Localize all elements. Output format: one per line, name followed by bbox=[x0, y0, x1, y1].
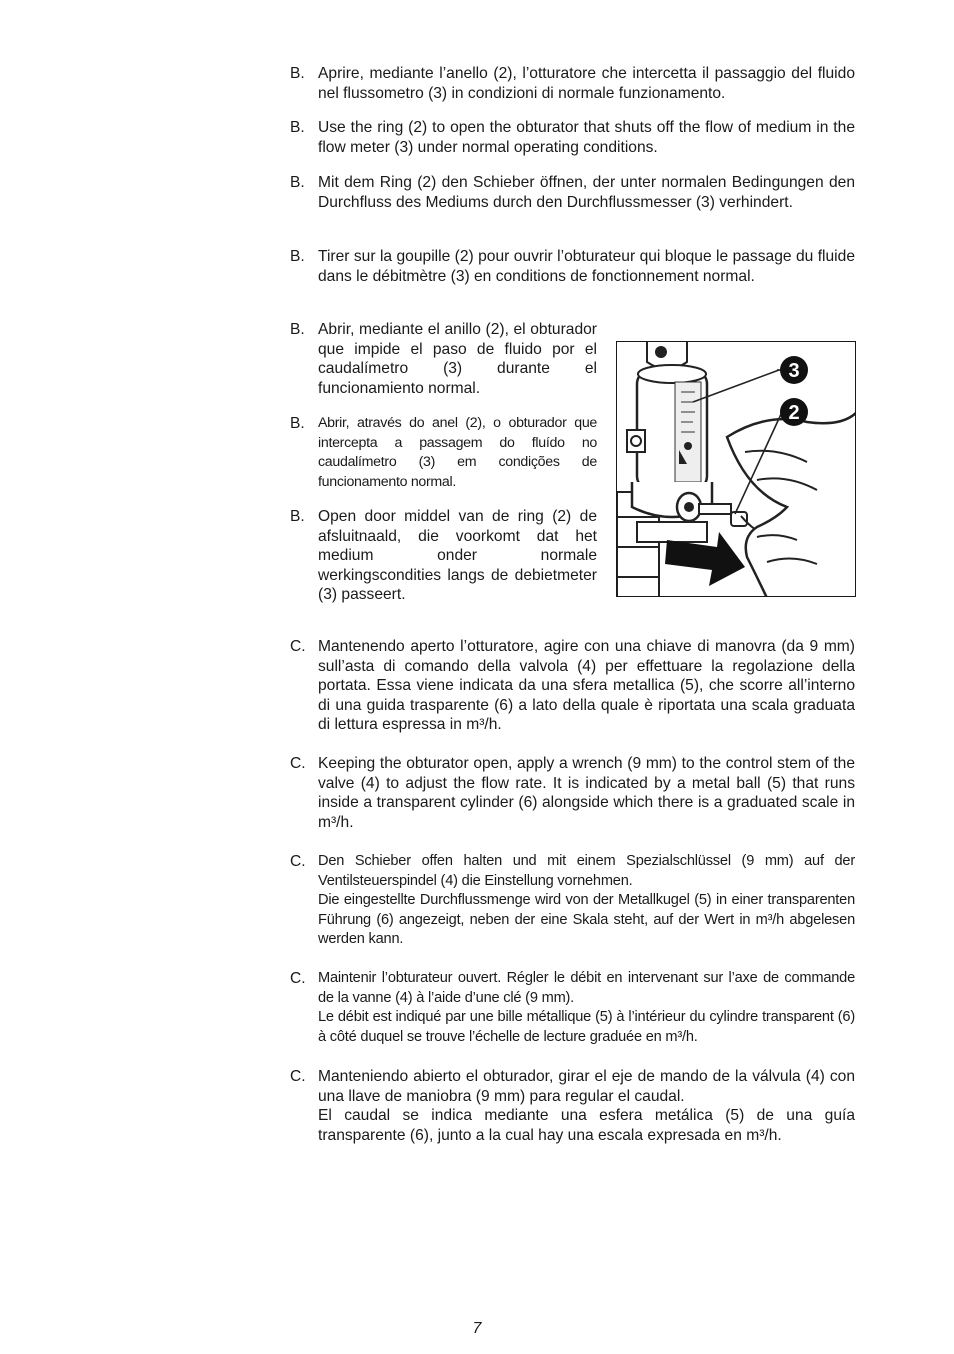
paragraph-label: B. bbox=[290, 415, 305, 432]
paragraph-text: Tirer sur la goupille (2) pour ouvrir l’obturateur qui bloque le passage du fluide dans le débitmètre (3) en conditions de fonctionnement normal. bbox=[318, 248, 855, 285]
callout-3-badge bbox=[780, 356, 808, 384]
paragraph-label: B. bbox=[290, 508, 305, 525]
paragraph-c-de bbox=[290, 852, 855, 950]
paragraph-line: Manteniendo abierto el obturador, girar el eje de mando de la válvula (4) con una llave de maniobra (9 mm) para regular el caudal. bbox=[318, 1068, 855, 1105]
paragraph-text bbox=[318, 969, 855, 1047]
paragraph-label: C. bbox=[290, 755, 306, 772]
flow-meter-illustration bbox=[617, 342, 856, 597]
paragraph-b-fr bbox=[290, 247, 855, 286]
paragraph-b-es bbox=[290, 320, 597, 398]
paragraph-line: El caudal se indica mediante una esfera metálica (5) de una guía transparente (6), junto a la cual hay una escala expresada en m³/h. bbox=[318, 1107, 855, 1144]
paragraph-label: B. bbox=[290, 174, 305, 191]
paragraph-text bbox=[318, 637, 855, 735]
paragraph-c-en bbox=[290, 754, 855, 832]
figure-flow-meter bbox=[616, 341, 856, 597]
paragraph-b-pt bbox=[290, 414, 597, 492]
paragraph-line: Keeping the obturator open, apply a wrench (9 mm) to the control stem of the valve (4) to adjust the flow rate. It is indicated by a metal ball (5) that runs inside a transparent cylinder (6) alongside which there is a graduated scale in m³/h. bbox=[318, 755, 855, 831]
paragraph-c-es bbox=[290, 1067, 855, 1145]
paragraph-b-it bbox=[290, 64, 855, 103]
paragraph-label: C. bbox=[290, 638, 306, 655]
page-number: 7 bbox=[472, 1320, 482, 1337]
paragraph-line: Mantenendo aperto l’otturatore, agire con una chiave di manovra (da 9 mm) sull’asta di comando della valvola (4) per effettuare la regolazione della portata. Essa viene indicata da una sfera metallica (5), che scorre all’interno di una guida trasparente (6) a lato della quale è riportata una scala graduata di lettura espressa in m³/h. bbox=[318, 638, 855, 734]
hand-illustration bbox=[727, 412, 856, 597]
paragraph-text bbox=[318, 852, 855, 950]
paragraph-text bbox=[318, 1067, 855, 1145]
paragraph-label: C. bbox=[290, 970, 306, 987]
paragraph-c-fr bbox=[290, 969, 855, 1047]
paragraph-text: Open door middel van de ring (2) de afsluitnaald, die voorkomt dat het medium onder normale werkingscondities langs de debietmeter (3) passeert. bbox=[318, 508, 597, 604]
callout-2-label: 2 bbox=[788, 402, 800, 424]
paragraph-b-en bbox=[290, 118, 855, 157]
paragraph-label: C. bbox=[290, 1068, 306, 1085]
paragraph-text: Abrir, mediante el anillo (2), el obturador que impide el paso de fluido por el caudalímetro (3) durante el funcionamiento normal. bbox=[318, 321, 597, 397]
paragraph-label: B. bbox=[290, 119, 305, 136]
paragraph-text: Use the ring (2) to open the obturator that shuts off the flow of medium in the flow meter (3) under normal operating conditions. bbox=[318, 119, 855, 156]
paragraph-text: Aprire, mediante l’anello (2), l’otturatore che intercetta il passaggio del fluido nel flussometro (3) in condizioni di normale funzionamento. bbox=[318, 65, 855, 102]
paragraph-line: Le débit est indiqué par une bille métallique (5) à l’intérieur du cylindre transparent (6) à côté duquel se trouve l’échelle de lecture graduée en m³/h. bbox=[318, 1009, 855, 1045]
paragraph-line: Maintenir l’obturateur ouvert. Régler le débit en intervenant sur l’axe de commande de la vanne (4) à l’aide d’une clé (9 mm). bbox=[318, 970, 855, 1006]
paragraph-text: Mit dem Ring (2) den Schieber öffnen, der unter normalen Bedingungen den Durchfluss des Mediums durch den Durchflussmesser (3) verhindert. bbox=[318, 174, 855, 211]
paragraph-b-nl bbox=[290, 507, 597, 605]
paragraph-label: C. bbox=[290, 853, 306, 870]
paragraph-text: Abrir, através do anel (2), o obturador que intercepta a passagem do fluído no caudalímetro (3) em condições de funcionamento normal. bbox=[318, 415, 597, 490]
paragraph-text bbox=[318, 754, 855, 832]
paragraph-label: B. bbox=[290, 321, 305, 338]
paragraph-label: B. bbox=[290, 248, 305, 265]
paragraph-line: Die eingestellte Durchflussmenge wird von der Metallkugel (5) in einer transparenten Führung (6) angezeigt, neben der eine Skala steht, auf der Wert in m³/h abgelesen werden kann. bbox=[318, 892, 855, 948]
paragraph-b-de bbox=[290, 173, 855, 212]
paragraph-c-it bbox=[290, 637, 855, 735]
paragraph-line: Den Schieber offen halten und mit einem Spezialschlüssel (9 mm) auf der Ventilsteuerspindel (4) die Einstellung vornehmen. bbox=[318, 853, 855, 889]
callout-3-label: 3 bbox=[788, 360, 800, 382]
callout-2-badge bbox=[780, 398, 808, 426]
paragraph-label: B. bbox=[290, 65, 305, 82]
